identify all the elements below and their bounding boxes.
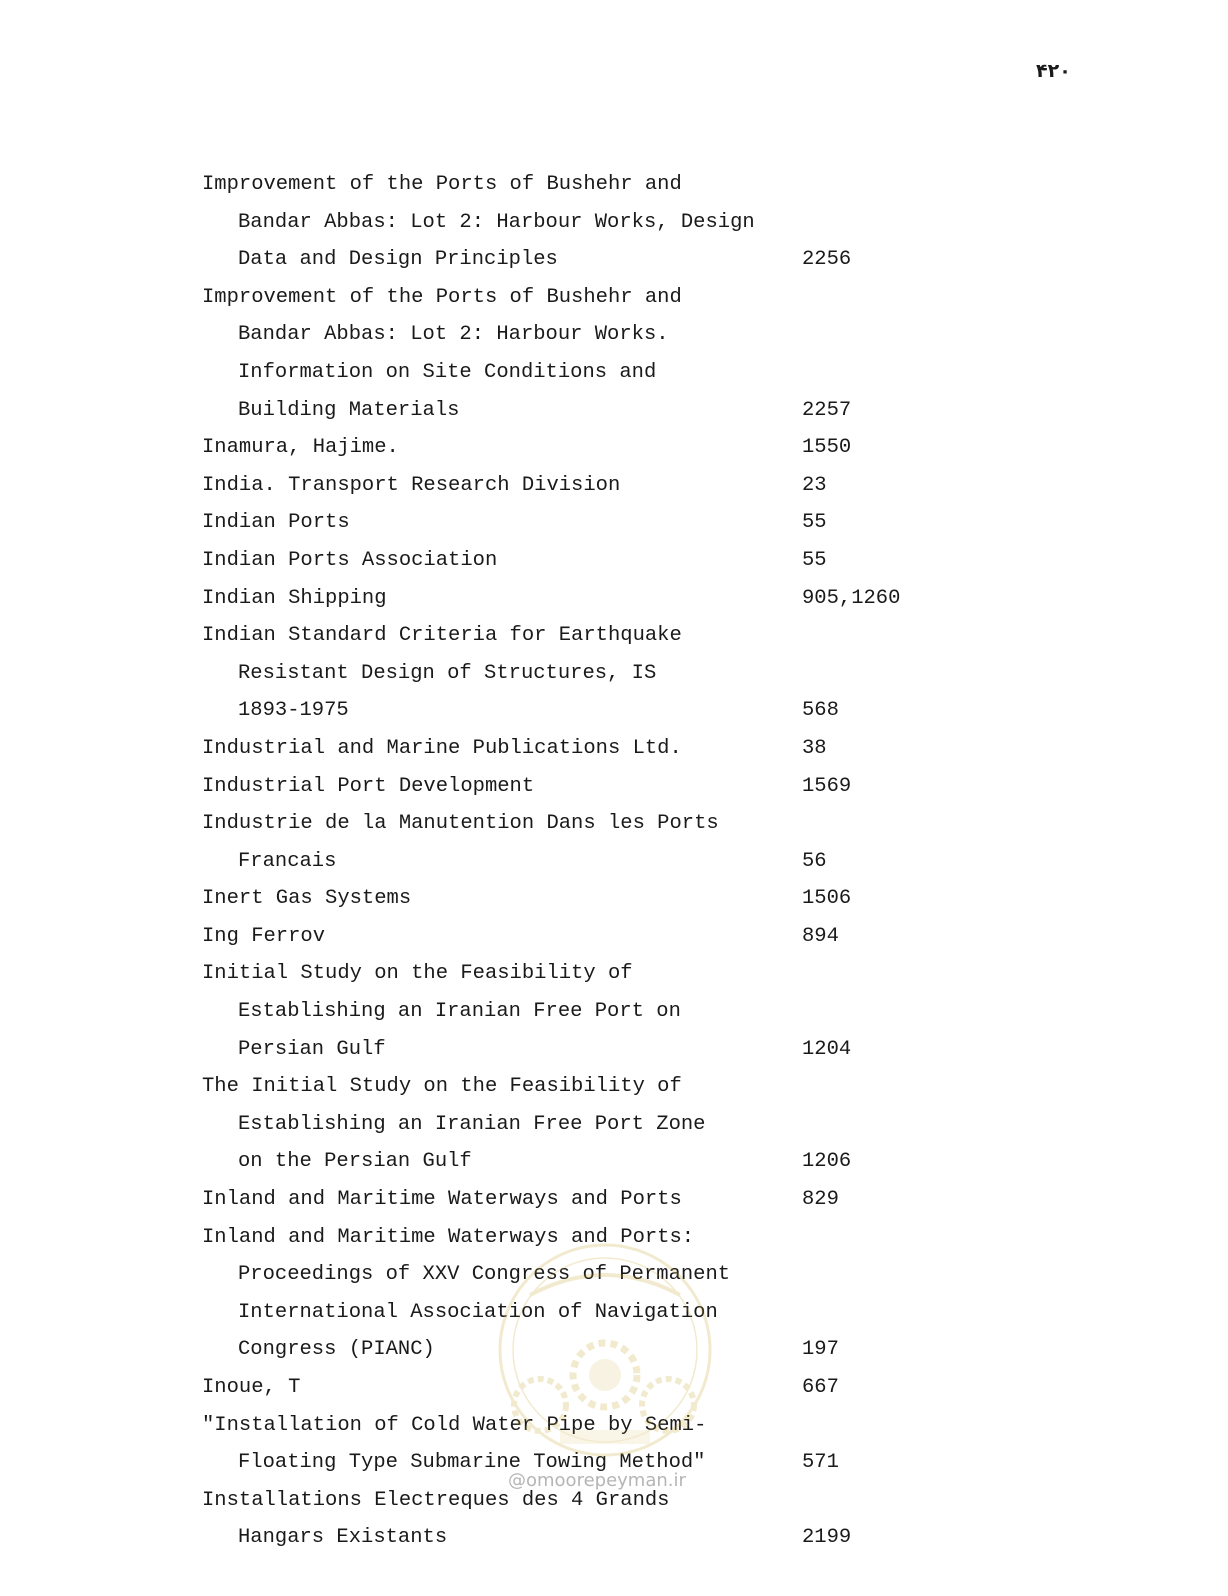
index-entry: [202, 429, 922, 467]
entry-title-line: Inert Gas Systems: [202, 887, 412, 911]
index-entry: [202, 730, 922, 768]
index-entry-continuation: [202, 843, 922, 881]
index-entry: [202, 504, 922, 542]
index-entry: [202, 467, 922, 505]
entry-reference-number: 1550: [802, 436, 852, 460]
entry-reference-number: 197: [802, 1338, 839, 1362]
entry-title-line: India. Transport Research Division: [202, 473, 621, 497]
entry-title-line: Inland and Maritime Waterways and Ports:: [202, 1225, 695, 1249]
entry-title-line: Bandar Abbas: Lot 2: Harbour Works.: [238, 323, 669, 347]
entry-title-line: Industrial Port Development: [202, 774, 535, 798]
entry-reference-number: 1506: [802, 887, 852, 911]
index-entry-continuation: [202, 692, 922, 730]
entry-title-line: Hangars Existants: [238, 1526, 448, 1550]
entry-title-line: Persian Gulf: [238, 1037, 386, 1061]
entry-title-line: Improvement of the Ports of Bushehr and: [202, 285, 682, 309]
index-entry-continuation: [202, 1256, 922, 1294]
entry-title-line: Data and Design Principles: [238, 248, 558, 272]
entry-title-line: Francais: [238, 849, 337, 873]
index-entry-continuation: [202, 1143, 922, 1181]
entry-title-line: Ing Ferrov: [202, 924, 326, 948]
index-entry: [202, 880, 922, 918]
index-entry-continuation: [202, 1519, 922, 1557]
entry-title-line: The Initial Study on the Feasibility of: [202, 1075, 682, 1099]
entry-title-line: Industrie de la Manutention Dans les Ports: [202, 812, 719, 836]
index-entry-continuation: [202, 1331, 922, 1369]
entry-reference-number: 55: [802, 548, 827, 572]
entry-reference-number: 667: [802, 1376, 839, 1399]
entry-title-line: Bandar Abbas: Lot 2: Harbour Works, Design: [238, 210, 755, 234]
index-entry: [202, 768, 922, 806]
entry-reference-number: 571: [802, 1451, 839, 1475]
entry-title-line: International Association of Navigation: [238, 1300, 718, 1324]
entry-title-line: Indian Ports Association: [202, 548, 498, 572]
entry-reference-number: 2257: [802, 398, 852, 422]
entry-title-line: Information on Site Conditions and: [238, 360, 657, 384]
index-entry-continuation: [202, 354, 922, 392]
entry-reference-number: 23: [802, 473, 827, 497]
entry-reference-number: 894: [802, 924, 839, 948]
index-entry: [202, 1068, 922, 1106]
entry-title-line: Building Materials: [238, 398, 460, 422]
index-entry: [202, 1219, 922, 1257]
entry-reference-number: 905,1260: [802, 586, 901, 610]
entry-reference-number: 829: [802, 1188, 839, 1212]
entry-title-line: Congress (PIANC): [238, 1338, 435, 1362]
entry-title-line: Inoue, T: [202, 1376, 301, 1399]
index-entry-continuation: [202, 655, 922, 693]
index-entry-continuation: [202, 392, 922, 430]
entry-title-line: Floating Type Submarine Towing Method": [238, 1451, 706, 1475]
entry-title-line: "Installation of Cold Water Pipe by Semi-: [202, 1413, 707, 1437]
entry-title-line: Installations Electreques des 4 Grands: [202, 1488, 670, 1512]
index-entry-continuation: [202, 316, 922, 354]
index-entry-continuation: [202, 993, 922, 1031]
index-list: [202, 166, 922, 1557]
watermark-text: @omoorepeyman.ir: [508, 1470, 686, 1491]
entry-reference-number: 2199: [802, 1526, 852, 1550]
entry-reference-number: 1204: [802, 1037, 852, 1061]
entry-title-line: Initial Study on the Feasibility of: [202, 962, 633, 986]
entry-title-line: 1893-1975: [238, 699, 349, 723]
index-entry: [202, 805, 922, 843]
index-entry-continuation: [202, 1294, 922, 1332]
entry-reference-number: 568: [802, 699, 839, 723]
entry-title-line: Indian Shipping: [202, 586, 387, 610]
index-entry: [202, 1181, 922, 1219]
index-entry: [202, 955, 922, 993]
index-entry-continuation: [202, 204, 922, 242]
index-entry: [202, 918, 922, 956]
index-entry-continuation: [202, 241, 922, 279]
index-entry: [202, 1369, 922, 1407]
entry-title-line: on the Persian Gulf: [238, 1150, 472, 1174]
index-entry-continuation: [202, 1106, 922, 1144]
entry-title-line: Inamura, Hajime.: [202, 436, 399, 460]
entry-title-line: Establishing an Iranian Free Port on: [238, 1000, 681, 1024]
index-entry: [202, 580, 922, 618]
index-entry: [202, 617, 922, 655]
entry-title-line: Establishing an Iranian Free Port Zone: [238, 1112, 706, 1136]
entry-title-line: Industrial and Marine Publications Ltd.: [202, 736, 682, 760]
entry-title-line: Indian Standard Criteria for Earthquake: [202, 624, 682, 648]
index-entry: [202, 279, 922, 317]
entry-title-line: Inland and Maritime Waterways and Ports: [202, 1188, 682, 1212]
entry-reference-number: 55: [802, 511, 827, 535]
entry-reference-number: 38: [802, 736, 827, 760]
entry-title-line: Indian Ports: [202, 511, 350, 535]
entry-title-line: Resistant Design of Structures, IS: [238, 661, 657, 685]
entry-reference-number: 1206: [802, 1150, 852, 1174]
index-entry: [202, 1407, 922, 1445]
index-entry: [202, 542, 922, 580]
index-entry-continuation: [202, 1031, 922, 1069]
entry-reference-number: 56: [802, 849, 827, 873]
entry-reference-number: 1569: [802, 774, 852, 798]
entry-title-line: Proceedings of XXV Congress of Permanent: [238, 1263, 731, 1287]
entry-reference-number: 2256: [802, 248, 852, 272]
index-entry: [202, 166, 922, 204]
page-number: ۴۲۰: [1036, 60, 1071, 82]
entry-title-line: Improvement of the Ports of Bushehr and: [202, 173, 682, 196]
